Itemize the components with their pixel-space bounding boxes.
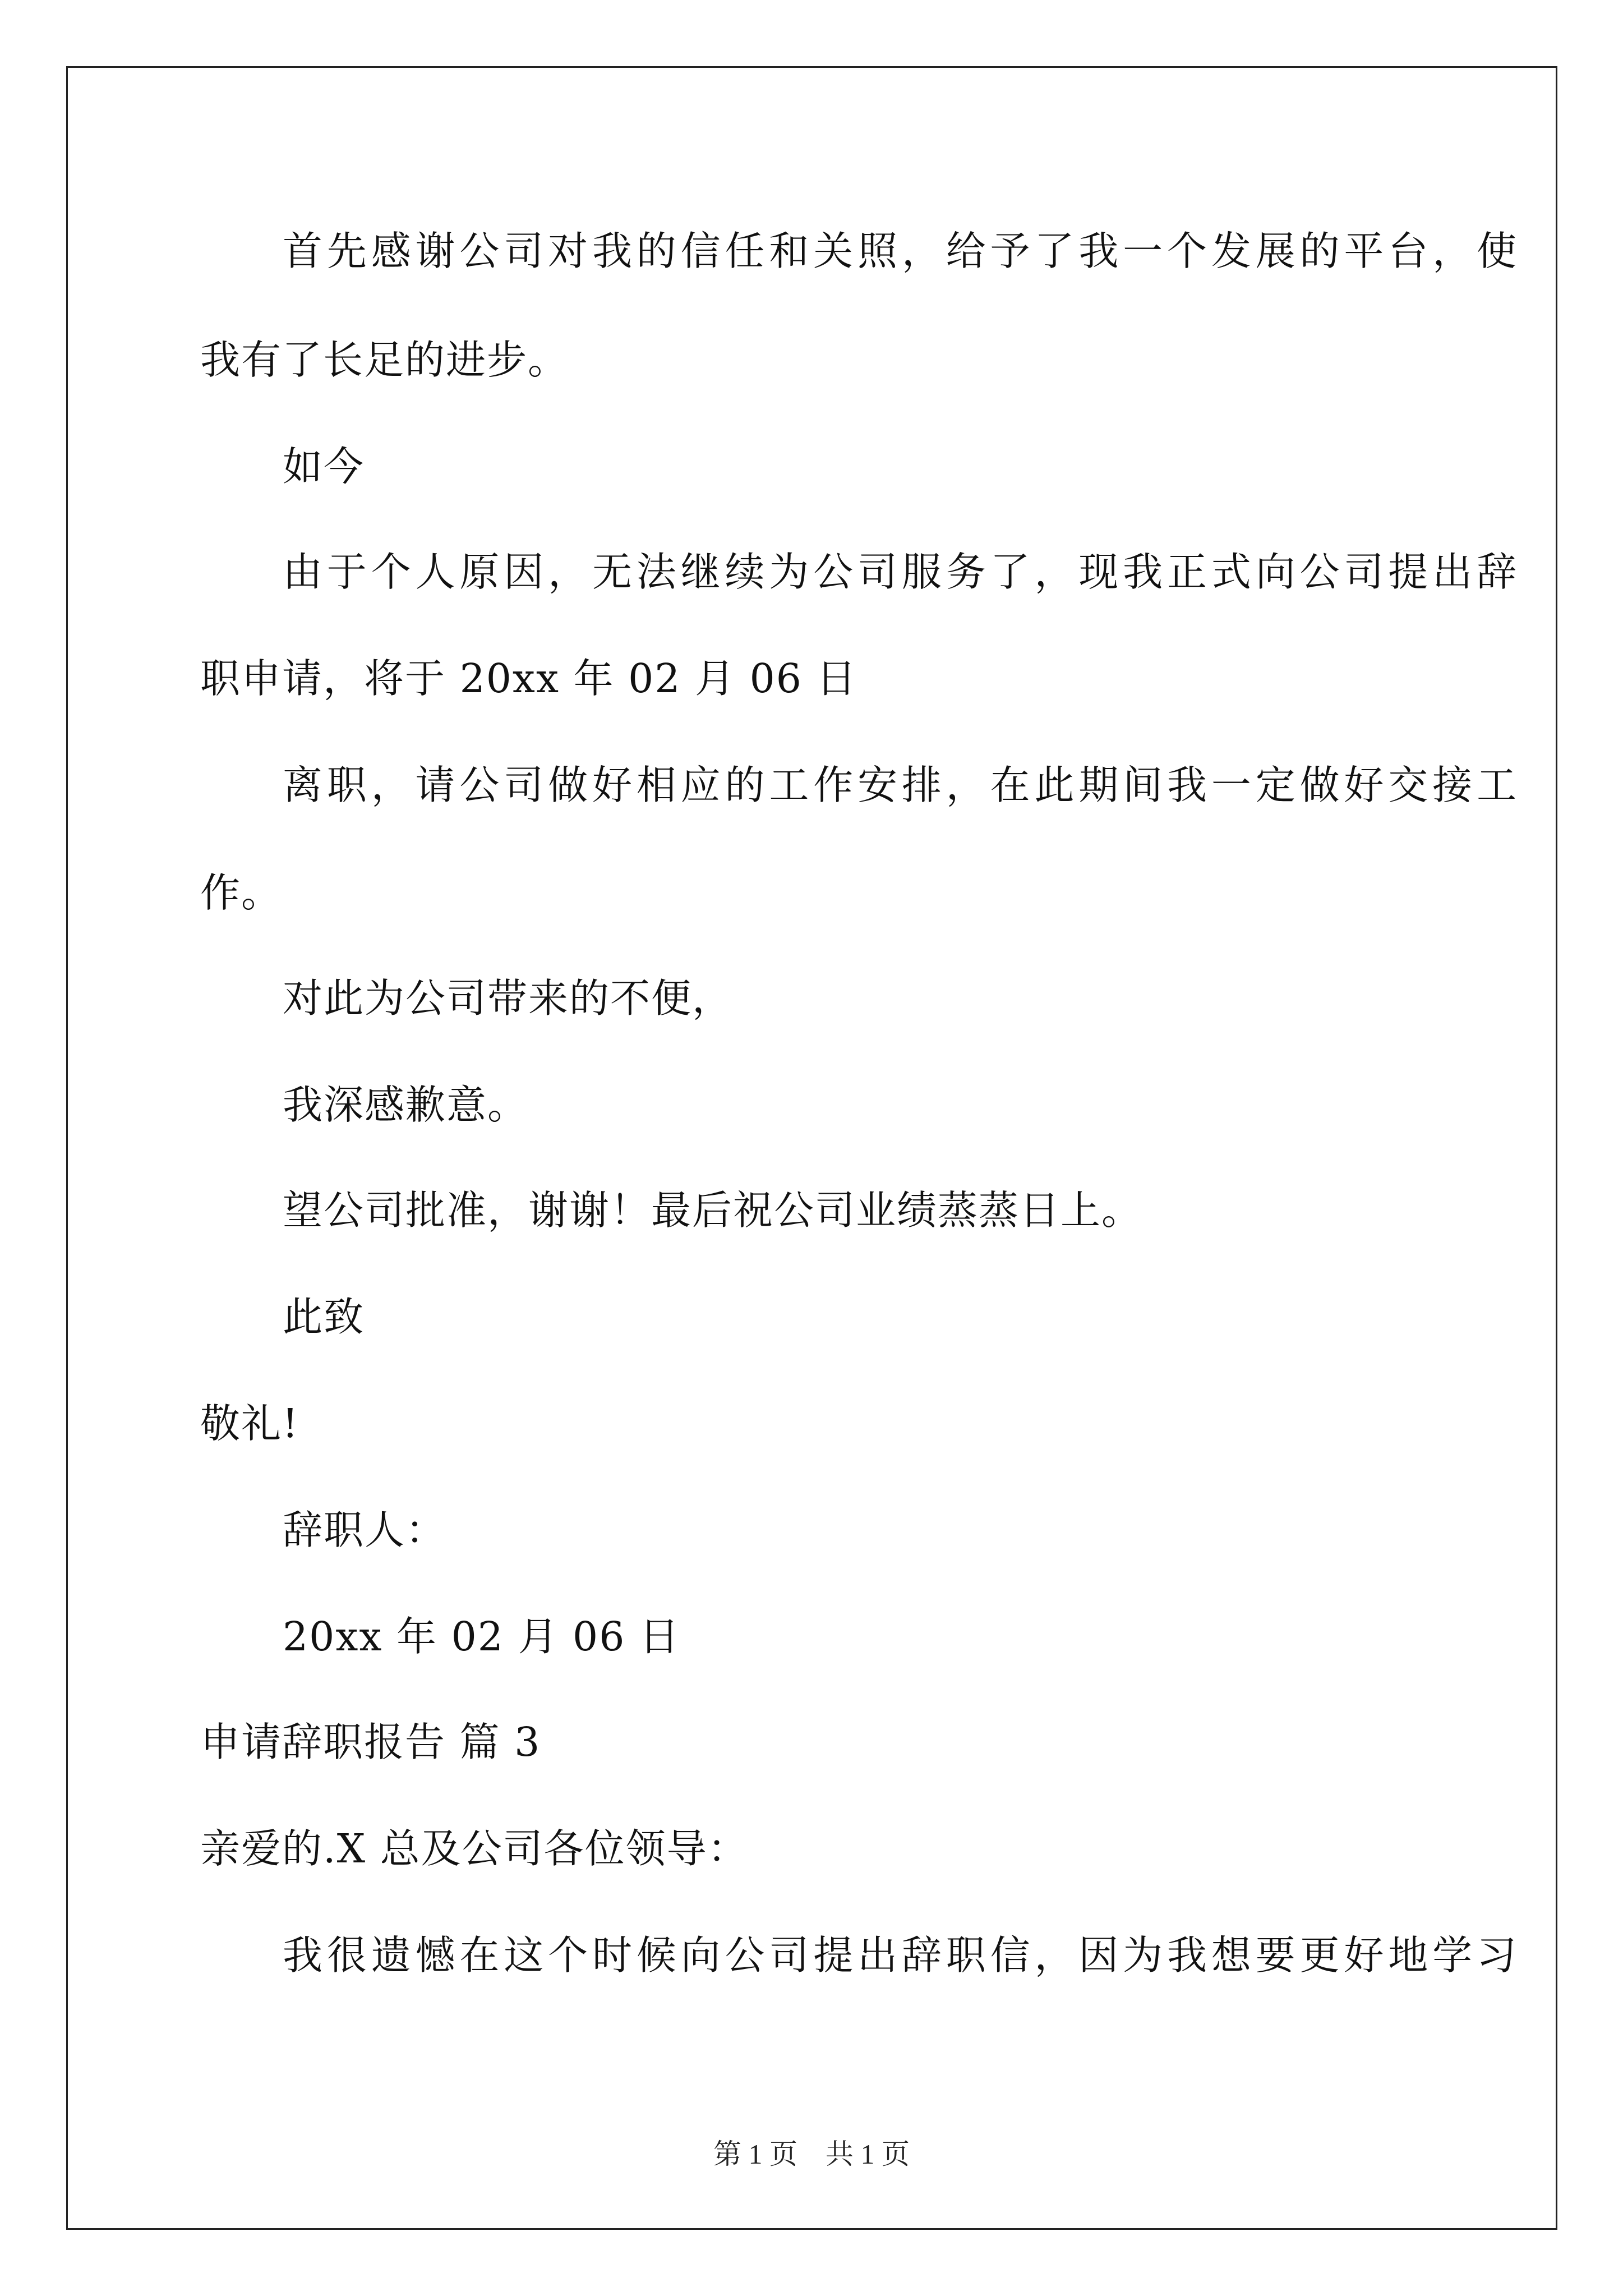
body-line-6: 离职，请公司做好相应的工作安排，在此期间我一定做好交接工 (283, 762, 1518, 808)
page-footer (0, 2137, 1623, 2171)
page-number-current: 第 1 页 (713, 2138, 797, 2170)
body-line-8: 对此为公司带来的不便， (283, 975, 734, 1022)
body-line-9: 我深感歉意。 (283, 1082, 529, 1128)
body-line-7: 作。 (200, 869, 283, 916)
body-line-1: 首先感谢公司对我的信任和关照，给予了我一个发展的平台，使 (283, 228, 1518, 274)
page-border (66, 66, 1557, 2230)
body-line-10: 望公司批准，谢谢！最后祝公司业绩蒸蒸日上。 (283, 1187, 1143, 1234)
body-line-4: 由于个人原因，无法继续为公司服务了，现我正式向公司提出辞 (283, 549, 1518, 595)
body-line-5: 职申请，将于 20xx 年 02 月 06 日 (200, 655, 857, 702)
body-line-11: 我很遗憾在这个时候向公司提出辞职信，因为我想要更好地学习 (283, 1932, 1518, 1978)
closing-respect: 敬礼! (200, 1400, 299, 1447)
body-line-3: 如今 (283, 443, 365, 490)
section-heading: 申请辞职报告 篇 3 (200, 1719, 541, 1765)
signature-label: 辞职人： (283, 1507, 447, 1553)
greeting-line: 亲爱的.X 总及公司各位领导： (200, 1825, 749, 1872)
body-line-2: 我有了长足的进步。 (200, 337, 569, 383)
closing-salutation: 此致 (283, 1294, 365, 1340)
page-number-total: 共 1 页 (826, 2138, 910, 2170)
signature-date: 20xx 年 02 月 06 日 (283, 1613, 680, 1660)
